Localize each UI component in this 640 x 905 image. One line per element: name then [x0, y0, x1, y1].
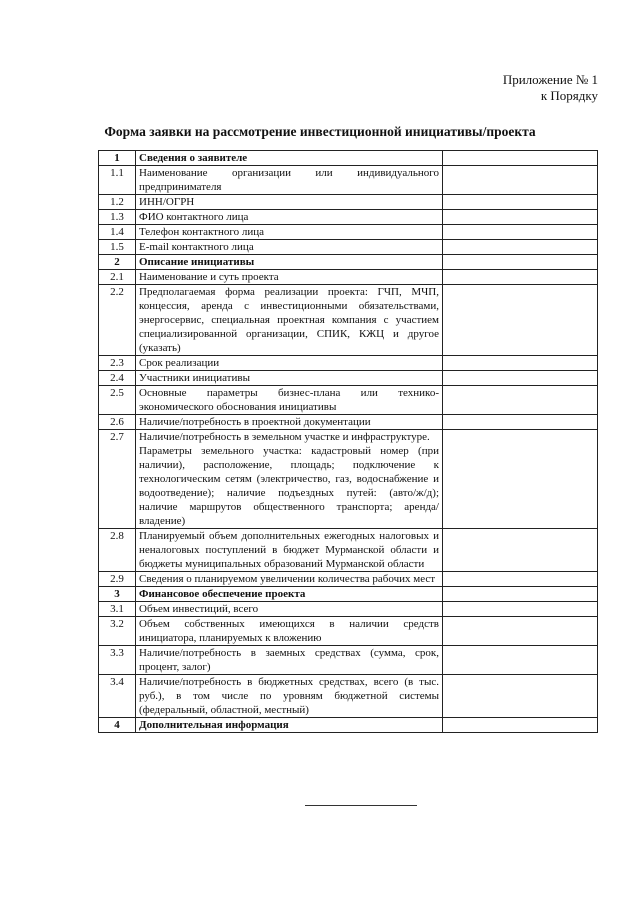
table-row [99, 602, 598, 617]
footer-divider [305, 805, 417, 806]
value-cell[interactable] [443, 430, 598, 529]
row-number: 2.3 [99, 356, 136, 371]
row-number: 2.6 [99, 415, 136, 430]
value-cell[interactable] [443, 356, 598, 371]
field-text: Наличие/потребность в бюджетных средствах, всего (в тыс. руб.), в том числе по уровням бюджетной системы (федеральный, областной, местный) [139, 676, 439, 716]
row-number: 3.4 [99, 675, 136, 718]
table-row [99, 386, 598, 415]
field-description [136, 270, 443, 285]
field-description [136, 285, 443, 356]
field-text: Наименование и суть проекта [139, 271, 279, 283]
field-text: Финансовое обеспечение проекта [139, 588, 306, 600]
section-title [136, 587, 443, 602]
table-row [99, 430, 598, 529]
row-number: 3.3 [99, 646, 136, 675]
table-row [99, 270, 598, 285]
field-text: ФИО контактного лица [139, 211, 249, 223]
row-number: 2.4 [99, 371, 136, 386]
field-description [136, 166, 443, 195]
row-number: 3.2 [99, 617, 136, 646]
row-number: 1.2 [99, 195, 136, 210]
form-table-body [99, 151, 598, 733]
value-cell[interactable] [443, 195, 598, 210]
annex-procedure: к Порядку [540, 88, 598, 103]
value-cell[interactable] [443, 415, 598, 430]
table-row [99, 225, 598, 240]
row-number: 2 [99, 255, 136, 270]
section-row [99, 718, 598, 733]
field-description [136, 356, 443, 371]
field-description [136, 617, 443, 646]
value-cell[interactable] [443, 386, 598, 415]
value-cell[interactable] [443, 240, 598, 255]
value-cell[interactable] [443, 210, 598, 225]
field-description [136, 371, 443, 386]
field-text: Дополнительная информация [139, 719, 289, 731]
section-row [99, 587, 598, 602]
value-cell[interactable] [443, 646, 598, 675]
page-title: Форма заявки на рассмотрение инвестиционной инициативы/проекта [104, 124, 536, 139]
table-row [99, 166, 598, 195]
field-text: Объем собственных имеющихся в наличии средств инициатора, планируемых к вложению [139, 618, 439, 644]
field-text: Телефон контактного лица [139, 226, 264, 238]
table-row [99, 240, 598, 255]
value-cell[interactable] [443, 617, 598, 646]
value-cell[interactable] [443, 166, 598, 195]
field-text: Участники инициативы [139, 372, 250, 384]
table-row [99, 646, 598, 675]
row-number: 4 [99, 718, 136, 733]
value-cell[interactable] [443, 225, 598, 240]
table-row [99, 210, 598, 225]
value-cell[interactable] [443, 572, 598, 587]
field-text: Предполагаемая форма реализации проекта: ГЧП, МЧП, концессия, аренда с инвестиционными обязательствами, энергосервис, специальная проектная компания с участием специализированной организации, СПИК, КЖЦ и другое (указать) [139, 286, 439, 354]
section-title [136, 255, 443, 270]
field-text: E-mail контактного лица [139, 241, 254, 253]
value-cell[interactable] [443, 587, 598, 602]
value-cell[interactable] [443, 529, 598, 572]
value-cell[interactable] [443, 371, 598, 386]
row-number: 2.5 [99, 386, 136, 415]
field-description [136, 572, 443, 587]
field-description [136, 210, 443, 225]
table-row [99, 415, 598, 430]
field-text: Сведения о заявителе [139, 152, 248, 164]
section-title [136, 151, 443, 166]
application-form-table [98, 150, 598, 733]
value-cell[interactable] [443, 718, 598, 733]
field-text: Планируемый объем дополнительных ежегодных налоговых и неналоговых поступлений в бюджет Мурманской области и бюджеты муниципальных образований Мурманской области [139, 530, 439, 570]
table-row [99, 572, 598, 587]
field-text: Срок реализации [139, 357, 220, 369]
field-text-extra: Параметры земельного участка: кадастровый номер (при наличии), расположение, площадь; подключение к технологическим сетям (электричество, газ, водоснабжение и водоотведение); наличие подъездных путей: (авто/ж/д); наличие маршрутов общественного транспорта; аренда/владение) [139, 445, 439, 527]
section-title [136, 718, 443, 733]
field-text: Наименование организации или индивидуального предпринимателя [139, 167, 439, 193]
value-cell[interactable] [443, 602, 598, 617]
value-cell[interactable] [443, 255, 598, 270]
row-number: 1 [99, 151, 136, 166]
table-row [99, 356, 598, 371]
value-cell[interactable] [443, 675, 598, 718]
row-number: 2.1 [99, 270, 136, 285]
section-row [99, 151, 598, 166]
row-number: 2.9 [99, 572, 136, 587]
field-text: Объем инвестиций, всего [139, 603, 259, 615]
field-text: Основные параметры бизнес-плана или технико-экономического обоснования инициативы [139, 387, 439, 413]
value-cell[interactable] [443, 270, 598, 285]
row-number: 1.3 [99, 210, 136, 225]
table-row [99, 371, 598, 386]
field-description [136, 430, 443, 529]
field-description [136, 240, 443, 255]
row-number: 1.1 [99, 166, 136, 195]
field-text: Наличие/потребность в проектной документации [139, 416, 371, 428]
table-row [99, 195, 598, 210]
table-row [99, 617, 598, 646]
field-text: ИНН/ОГРН [139, 196, 195, 208]
field-text: Наличие/потребность в заемных средствах (сумма, срок, процент, залог) [139, 647, 439, 673]
table-row [99, 285, 598, 356]
row-number: 3.1 [99, 602, 136, 617]
row-number: 3 [99, 587, 136, 602]
value-cell[interactable] [443, 285, 598, 356]
field-description [136, 225, 443, 240]
value-cell[interactable] [443, 151, 598, 166]
section-row [99, 255, 598, 270]
field-description [136, 529, 443, 572]
row-number: 2.7 [99, 430, 136, 529]
field-description [136, 646, 443, 675]
field-description [136, 675, 443, 718]
table-row [99, 675, 598, 718]
row-number: 2.8 [99, 529, 136, 572]
row-number: 1.5 [99, 240, 136, 255]
field-description [136, 415, 443, 430]
field-description [136, 195, 443, 210]
field-text: Описание инициативы [139, 256, 255, 268]
table-row [99, 529, 598, 572]
annex-reference [503, 72, 598, 104]
row-number: 2.2 [99, 285, 136, 356]
field-description [136, 386, 443, 415]
row-number: 1.4 [99, 225, 136, 240]
field-text: Сведения о планируемом увеличении количества рабочих мест [139, 573, 436, 585]
annex-number: Приложение № 1 [502, 72, 598, 87]
field-text: Наличие/потребность в земельном участке и инфраструктуре. [139, 431, 430, 443]
field-description [136, 602, 443, 617]
